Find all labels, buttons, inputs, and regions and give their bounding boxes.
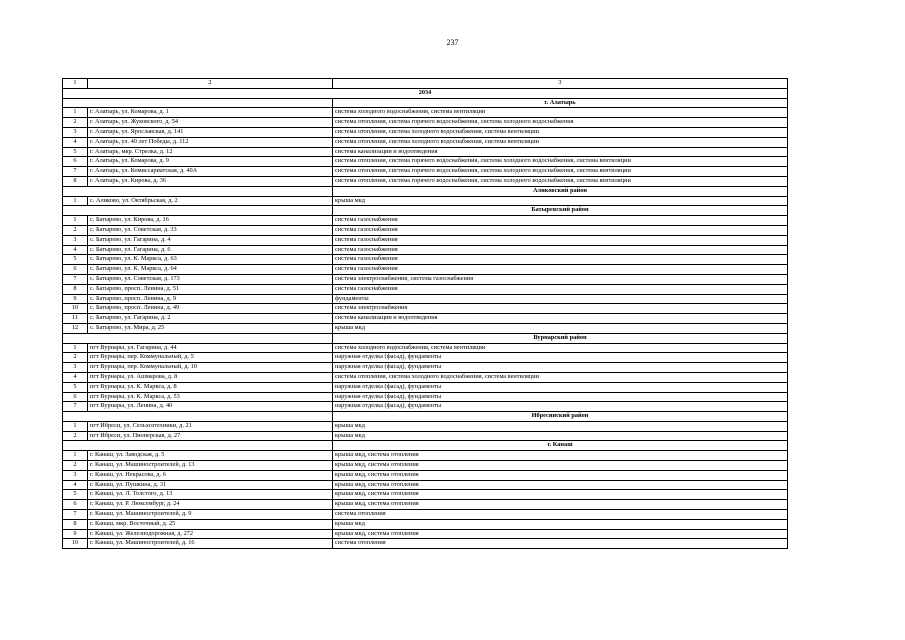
table-row bbox=[63, 255, 788, 265]
work-cell: система холодного водоснабжения, система вентиляции bbox=[333, 343, 788, 353]
row-number: 6 bbox=[63, 500, 88, 510]
row-number: 5 bbox=[63, 382, 88, 392]
table-row bbox=[63, 274, 788, 284]
work-cell: система отопления bbox=[333, 539, 788, 549]
work-cell: система газоснабжения bbox=[333, 245, 788, 255]
section-row bbox=[63, 98, 788, 108]
table-body bbox=[63, 79, 788, 549]
repair-program-table bbox=[62, 78, 788, 549]
row-number: 5 bbox=[63, 255, 88, 265]
work-cell: крыша мкд, система отопления bbox=[333, 470, 788, 480]
work-cell: система отопления bbox=[333, 510, 788, 520]
address-cell: г. Канаш, ул. Машиностроителей, д. 13 bbox=[88, 461, 333, 471]
row-number: 2 bbox=[63, 461, 88, 471]
year-row bbox=[63, 88, 788, 98]
address-cell: с. Батырево, просп. Ленина, д. 51 bbox=[88, 284, 333, 294]
work-cell: система электроснабжения, система газоснабжения bbox=[333, 274, 788, 284]
address-cell: с. Батырево, ул. К. Маркса, д. 64 bbox=[88, 265, 333, 275]
row-number: 2 bbox=[63, 225, 88, 235]
work-cell: крыша мкд, система отопления bbox=[333, 529, 788, 539]
work-cell: наружная отделка (фасад), фундаменты bbox=[333, 402, 788, 412]
section-spacer bbox=[63, 186, 333, 196]
row-number: 10 bbox=[63, 539, 88, 549]
section-spacer bbox=[63, 206, 333, 216]
address-cell: с. Батырево, ул. Гагарина, д. 2 bbox=[88, 314, 333, 324]
table-row bbox=[63, 539, 788, 549]
table-row bbox=[63, 363, 788, 373]
section-row bbox=[63, 186, 788, 196]
section-title: Аликовский район bbox=[333, 186, 788, 196]
table-row bbox=[63, 167, 788, 177]
row-number: 5 bbox=[63, 490, 88, 500]
address-cell: пгт Вурнары, ул. К. Маркса, д. 8 bbox=[88, 382, 333, 392]
row-number: 12 bbox=[63, 323, 88, 333]
header-row bbox=[63, 79, 788, 89]
work-cell: система отопления, система холодного водоснабжения, система вентиляции bbox=[333, 127, 788, 137]
row-number: 5 bbox=[63, 147, 88, 157]
address-cell: пгт Вурнары, ул. К. Маркса, д. 53 bbox=[88, 392, 333, 402]
work-cell: наружная отделка (фасад), фундаменты bbox=[333, 353, 788, 363]
section-title: Вурнарский район bbox=[333, 333, 788, 343]
table-row bbox=[63, 216, 788, 226]
address-cell: г. Канаш, ул. Машиностроителей, д. 9 bbox=[88, 510, 333, 520]
work-cell: крыша мкд, система отопления bbox=[333, 500, 788, 510]
work-cell: крыша мкд bbox=[333, 196, 788, 206]
table-row bbox=[63, 392, 788, 402]
header-col-3: 3 bbox=[333, 79, 788, 89]
work-cell: наружная отделка (фасад), фундаменты bbox=[333, 363, 788, 373]
table-row bbox=[63, 137, 788, 147]
work-cell: крыша мкд bbox=[333, 519, 788, 529]
address-cell: с. Аликово, ул. Октябрьская, д. 2 bbox=[88, 196, 333, 206]
row-number: 1 bbox=[63, 343, 88, 353]
address-cell: пгт Вурнары, пер. Коммунальный, д. 10 bbox=[88, 363, 333, 373]
table-row bbox=[63, 519, 788, 529]
address-cell: с. Батырево, просп. Ленина, д. 9 bbox=[88, 294, 333, 304]
row-number: 6 bbox=[63, 392, 88, 402]
row-number: 1 bbox=[63, 108, 88, 118]
work-cell: система отопления, система горячего водоснабжения, система холодного водоснабжения, система вентиляции bbox=[333, 167, 788, 177]
address-cell: с. Батырево, ул. Советская, д. 173 bbox=[88, 274, 333, 284]
work-cell: система газоснабжения bbox=[333, 255, 788, 265]
table-row bbox=[63, 176, 788, 186]
section-row bbox=[63, 333, 788, 343]
table-row bbox=[63, 402, 788, 412]
work-cell: система отопления, система горячего водоснабжения, система холодного водоснабжения, система вентиляции bbox=[333, 157, 788, 167]
row-number: 7 bbox=[63, 274, 88, 284]
row-number: 1 bbox=[63, 451, 88, 461]
address-cell: пгт Вурнары, ул. Ленина, д. 40 bbox=[88, 402, 333, 412]
table-row bbox=[63, 196, 788, 206]
section-title: г. Канаш bbox=[333, 441, 788, 451]
work-cell: система отопления, система горячего водоснабжения, система холодного водоснабжения bbox=[333, 118, 788, 128]
page-number: 237 bbox=[446, 38, 459, 47]
row-number: 10 bbox=[63, 304, 88, 314]
work-cell: система газоснабжения bbox=[333, 235, 788, 245]
address-cell: пгт Вурнары, ул. Гагарина, д. 44 bbox=[88, 343, 333, 353]
table-row bbox=[63, 118, 788, 128]
address-cell: с. Батырево, ул. Советская, д. 33 bbox=[88, 225, 333, 235]
address-cell: пгт Вурнары, пер. Коммунальный, д. 5 bbox=[88, 353, 333, 363]
year-cell: 2034 bbox=[63, 88, 788, 98]
row-number: 3 bbox=[63, 235, 88, 245]
row-number: 1 bbox=[63, 216, 88, 226]
address-cell: г. Алатырь, ул. Комарова, д. 9 bbox=[88, 157, 333, 167]
table-row bbox=[63, 480, 788, 490]
row-number: 8 bbox=[63, 519, 88, 529]
table-row bbox=[63, 372, 788, 382]
section-spacer bbox=[63, 98, 333, 108]
table-row bbox=[63, 431, 788, 441]
address-cell: с. Батырево, ул. Гагарина, д. 6 bbox=[88, 245, 333, 255]
row-number: 9 bbox=[63, 529, 88, 539]
address-cell: г. Канаш, ул. Машиностроителей, д. 16 bbox=[88, 539, 333, 549]
table-row bbox=[63, 108, 788, 118]
table-row bbox=[63, 147, 788, 157]
table-row bbox=[63, 284, 788, 294]
work-cell: крыша мкд bbox=[333, 421, 788, 431]
address-cell: г. Канаш, ул. Пушкина, д. 31 bbox=[88, 480, 333, 490]
section-spacer bbox=[63, 441, 333, 451]
section-row bbox=[63, 206, 788, 216]
work-cell: система газоснабжения bbox=[333, 284, 788, 294]
table-row bbox=[63, 157, 788, 167]
row-number: 3 bbox=[63, 470, 88, 480]
header-col-2: 2 bbox=[88, 79, 333, 89]
section-spacer bbox=[63, 412, 333, 422]
row-number: 1 bbox=[63, 196, 88, 206]
row-number: 6 bbox=[63, 157, 88, 167]
table-row bbox=[63, 304, 788, 314]
work-cell: крыша мкд, система отопления bbox=[333, 480, 788, 490]
row-number: 4 bbox=[63, 372, 88, 382]
table-row bbox=[63, 529, 788, 539]
row-number: 7 bbox=[63, 167, 88, 177]
section-title: Батыревский район bbox=[333, 206, 788, 216]
address-cell: г. Канаш, ул. Р. Люксембург, д. 24 bbox=[88, 500, 333, 510]
address-cell: г. Алатырь, мкр. Стрелка, д. 12 bbox=[88, 147, 333, 157]
section-title: г. Алатырь bbox=[333, 98, 788, 108]
address-cell: пгт Ибреси, ул. Сельхозтехники, д. 21 bbox=[88, 421, 333, 431]
work-cell: крыша мкд, система отопления bbox=[333, 490, 788, 500]
table-row bbox=[63, 353, 788, 363]
address-cell: с. Батырево, ул. Кирова, д. 16 bbox=[88, 216, 333, 226]
table-row bbox=[63, 461, 788, 471]
table-row bbox=[63, 314, 788, 324]
table-row bbox=[63, 265, 788, 275]
address-cell: пгт Вурнары, ул. Ашмарова, д. 8 bbox=[88, 372, 333, 382]
row-number: 2 bbox=[63, 431, 88, 441]
table-row bbox=[63, 225, 788, 235]
work-cell: наружная отделка (фасад), фундаменты bbox=[333, 392, 788, 402]
work-cell: крыша мкд, система отопления bbox=[333, 461, 788, 471]
work-cell: система канализации и водоотведения bbox=[333, 314, 788, 324]
row-number: 3 bbox=[63, 363, 88, 373]
row-number: 7 bbox=[63, 402, 88, 412]
row-number: 8 bbox=[63, 176, 88, 186]
section-row bbox=[63, 441, 788, 451]
work-cell: система отопления, система холодного водоснабжения, система вентиляции bbox=[333, 372, 788, 382]
address-cell: г. Алатырь, ул. Ярославская, д. 141 bbox=[88, 127, 333, 137]
work-cell: крыша мкд bbox=[333, 323, 788, 333]
address-cell: г. Алатырь, ул. Комарова, д. 1 bbox=[88, 108, 333, 118]
work-cell: крыша мкд, система отопления bbox=[333, 451, 788, 461]
address-cell: г. Канаш, ул. Заводская, д. 5 bbox=[88, 451, 333, 461]
address-cell: г. Канаш, мкр. Восточный, д. 25 bbox=[88, 519, 333, 529]
table-row bbox=[63, 343, 788, 353]
work-cell: система газоснабжения bbox=[333, 265, 788, 275]
table-row bbox=[63, 235, 788, 245]
work-cell: система отопления, система горячего водоснабжения, система холодного водоснабжения, система вентиляции bbox=[333, 176, 788, 186]
table-row bbox=[63, 490, 788, 500]
address-cell: г. Канаш, ул. Железнодорожная, д. 272 bbox=[88, 529, 333, 539]
table-row bbox=[63, 470, 788, 480]
row-number: 8 bbox=[63, 284, 88, 294]
table-row bbox=[63, 245, 788, 255]
section-spacer bbox=[63, 333, 333, 343]
address-cell: с. Батырево, ул. Мира, д. 25 bbox=[88, 323, 333, 333]
address-cell: с. Батырево, ул. К. Маркса, д. 63 bbox=[88, 255, 333, 265]
work-cell: система газоснабжения bbox=[333, 216, 788, 226]
table-row bbox=[63, 323, 788, 333]
table-row bbox=[63, 127, 788, 137]
work-cell: наружная отделка (фасад), фундаменты bbox=[333, 382, 788, 392]
table-row bbox=[63, 451, 788, 461]
section-row bbox=[63, 412, 788, 422]
address-cell: г. Алатырь, ул. Кирова, д. 36 bbox=[88, 176, 333, 186]
row-number: 3 bbox=[63, 127, 88, 137]
section-title: Ибресинский район bbox=[333, 412, 788, 422]
work-cell: система канализации и водоотведения bbox=[333, 147, 788, 157]
address-cell: пгт Ибреси, ул. Пионерская, д. 27 bbox=[88, 431, 333, 441]
address-cell: г. Канаш, ул. Л. Толстого, д. 13 bbox=[88, 490, 333, 500]
address-cell: г. Алатырь, ул. Жуковского, д. 54 bbox=[88, 118, 333, 128]
row-number: 2 bbox=[63, 353, 88, 363]
header-col-1: 1 bbox=[63, 79, 88, 89]
work-cell: система электроснабжения bbox=[333, 304, 788, 314]
address-cell: г. Канаш, ул. Некрасова, д. 6 bbox=[88, 470, 333, 480]
work-cell: система отопления, система холодного водоснабжения, система вентиляции bbox=[333, 137, 788, 147]
address-cell: г. Алатырь, ул. 40 лет Победы, д. 112 bbox=[88, 137, 333, 147]
table-row bbox=[63, 500, 788, 510]
work-cell: система газоснабжения bbox=[333, 225, 788, 235]
table-row bbox=[63, 421, 788, 431]
table-row bbox=[63, 382, 788, 392]
row-number: 7 bbox=[63, 510, 88, 520]
address-cell: с. Батырево, просп. Ленина, д. 49 bbox=[88, 304, 333, 314]
address-cell: с. Батырево, ул. Гагарина, д. 4 bbox=[88, 235, 333, 245]
row-number: 6 bbox=[63, 265, 88, 275]
row-number: 11 bbox=[63, 314, 88, 324]
work-cell: фундаменты bbox=[333, 294, 788, 304]
row-number: 2 bbox=[63, 118, 88, 128]
work-cell: крыша мкд bbox=[333, 431, 788, 441]
row-number: 1 bbox=[63, 421, 88, 431]
row-number: 9 bbox=[63, 294, 88, 304]
row-number: 4 bbox=[63, 480, 88, 490]
row-number: 4 bbox=[63, 137, 88, 147]
table-row bbox=[63, 294, 788, 304]
address-cell: г. Алатырь, ул. Комиссариатская, д. 40А bbox=[88, 167, 333, 177]
table-row bbox=[63, 510, 788, 520]
work-cell: система холодного водоснабжения, система вентиляции bbox=[333, 108, 788, 118]
row-number: 4 bbox=[63, 245, 88, 255]
